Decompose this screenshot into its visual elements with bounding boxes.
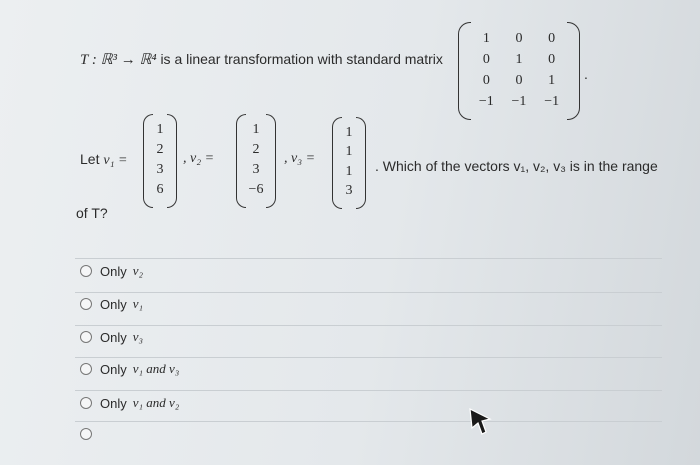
matrix-cell: 0 [515, 72, 523, 88]
vector-entry: 6 [156, 182, 164, 197]
matrix-cell: 1 [515, 51, 523, 67]
answer-option-3[interactable] [80, 329, 143, 345]
vector-v2 [236, 114, 276, 206]
divider [75, 292, 662, 293]
divider [75, 357, 662, 358]
option-math: v₃ [132, 329, 144, 344]
radio-button[interactable] [80, 363, 92, 375]
divider [75, 258, 662, 259]
question-text-1: is a linear transformation with standard matrix [160, 51, 443, 67]
vector-v1 [143, 114, 177, 206]
answer-option-2[interactable] [80, 296, 143, 312]
question-text-3: of T? [76, 205, 108, 221]
let-label [80, 151, 127, 169]
option-math: v₁ and v₂ [132, 395, 180, 410]
matrix-cell: 0 [548, 51, 556, 67]
matrix-cell: −1 [478, 93, 494, 109]
option-math: v₂ [132, 263, 144, 278]
v2-label: , v₂ = [183, 151, 215, 166]
right-paren [567, 22, 580, 120]
option-label: Only [100, 329, 127, 345]
divider [75, 390, 662, 391]
vector-entry: 2 [156, 142, 164, 157]
v1-label: v₁ = [103, 153, 128, 168]
matrix-cell: 1 [482, 30, 490, 46]
matrix-cell: −1 [544, 93, 560, 109]
right-paren [356, 117, 366, 209]
matrix-cell: 0 [548, 30, 556, 46]
vector-entry: 3 [156, 162, 164, 177]
option-label: Only [100, 263, 127, 279]
vector-entry: 1 [345, 124, 353, 140]
answer-option-5[interactable] [80, 395, 179, 411]
standard-matrix [458, 22, 580, 118]
vector-entry: 1 [345, 144, 353, 160]
question-text-2: . Which of the vectors v₁, v₂, v₃ is in the range [375, 158, 658, 174]
vector-v3 [332, 117, 366, 207]
right-paren [167, 114, 177, 208]
right-paren [266, 114, 276, 208]
matrix-cell: −1 [511, 93, 527, 109]
radio-button[interactable] [80, 397, 92, 409]
mouse-cursor-icon [468, 405, 494, 437]
radio-button[interactable] [80, 331, 92, 343]
matrix-cell: 0 [482, 72, 490, 88]
divider [75, 325, 662, 326]
vector-entry: 3 [345, 183, 353, 199]
divider [75, 421, 662, 422]
vector-entry: 1 [156, 122, 164, 137]
vector-entries [244, 120, 268, 200]
transformation-definition: T : ℝ³ → ℝ⁴ [80, 52, 157, 68]
vector-entry: −6 [248, 182, 264, 197]
answer-option-1[interactable] [80, 263, 143, 279]
option-label: Only [100, 296, 127, 312]
option-label: Only [100, 361, 127, 377]
v3-label: , v₃ = [284, 151, 316, 166]
radio-button[interactable] [80, 428, 92, 440]
matrix-cell: 1 [548, 72, 556, 88]
option-label: Only [100, 395, 127, 411]
answer-option-4[interactable] [80, 361, 179, 377]
matrix-grid [470, 28, 568, 112]
option-math: v₁ [132, 296, 144, 311]
matrix-cell: 0 [515, 30, 523, 46]
radio-button[interactable] [80, 265, 92, 277]
option-math: v₁ and v₃ [132, 361, 180, 376]
period: . [584, 66, 588, 82]
answer-option-6[interactable] [80, 428, 106, 440]
vector-entry: 1 [252, 122, 260, 137]
let-word: Let [80, 151, 100, 167]
matrix-cell: 0 [482, 51, 490, 67]
vector-entry: 1 [345, 163, 353, 179]
radio-button[interactable] [80, 298, 92, 310]
vector-entry: 3 [252, 162, 260, 177]
question-line-1 [80, 50, 443, 69]
vector-entry: 2 [252, 142, 260, 157]
